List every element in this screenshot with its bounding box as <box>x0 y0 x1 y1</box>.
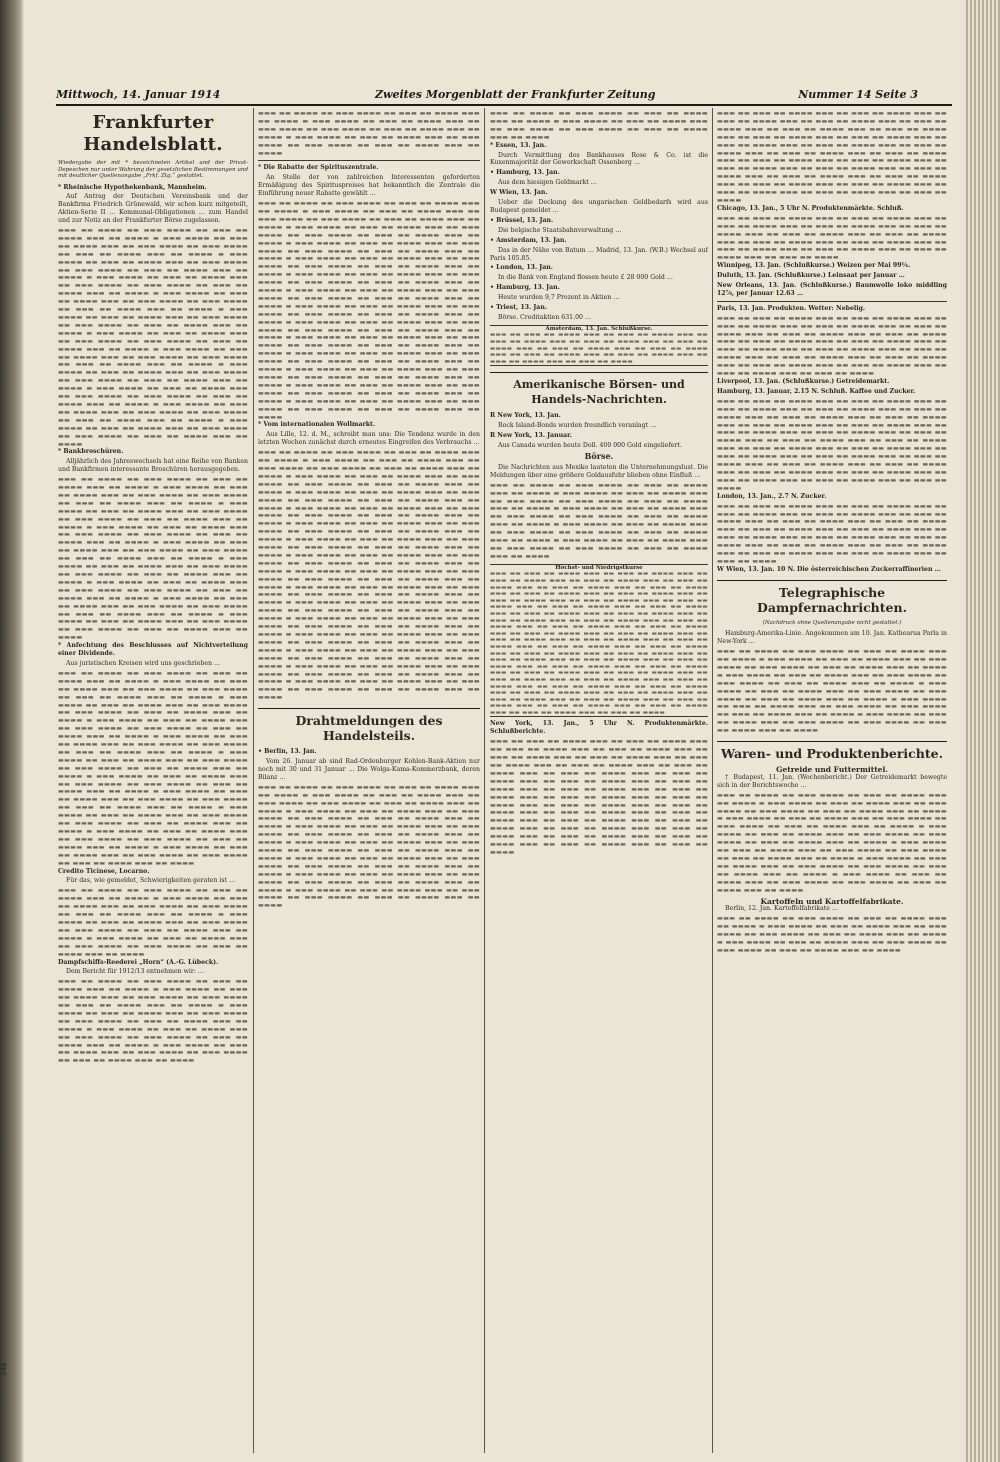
amsterdam-table <box>490 325 708 367</box>
wire-body: Aus dem hiesigen Geldmarkt … <box>498 179 597 187</box>
wire-body: Börse. Creditaktien 631.00 … <box>498 313 592 321</box>
table-title: Amsterdam, 13. Jan. Schlußkurse. <box>545 325 653 332</box>
wire-title: • Hamburg, 13. Jan. <box>490 169 560 177</box>
column-1 <box>58 110 248 1450</box>
article-body: Für das, wie gemeldet, Schwierigkeiten geraten ist … <box>66 877 236 885</box>
wire-body: In die Bank von England flossen heute £ 28 000 Gold … <box>498 274 673 282</box>
header-edition: Zweites Morgenblatt der Frankfurter Zeitung <box>375 88 656 101</box>
article-continuation: ▬▬▬ ▬▬ ▬▬▬▬ ▬▬ ▬▬▬ ▬▬▬▬ ▬▬ ▬▬▬ ▬▬ ▬▬▬▬ ▬▬▬ ▬▬ ▬▬▬▬ ▬ ▬▬▬ ▬▬▬▬ ▬▬ ▬▬▬ ▬▬ ▬▬▬▬ ▬▬▬ ▬▬ ▬▬▬ ▬▬▬▬ ▬▬ ▬▬▬ ▬▬▬▬ ▬▬ ▬▬▬ ▬▬ ▬▬▬▬ ▬▬▬ ▬▬ ▬▬▬▬ ▬ ▬▬▬ ▬▬▬▬ ▬▬ ▬▬▬ ▬▬ ▬▬▬▬ ▬▬▬ ▬▬ ▬▬▬ ▬▬▬▬ ▬▬ ▬▬▬ ▬▬▬▬ ▬▬ ▬▬▬ ▬▬ ▬▬▬▬ ▬▬▬ ▬▬ ▬▬▬▬ ▬ ▬▬▬ ▬▬▬▬ ▬▬ ▬▬▬ ▬▬ ▬▬▬▬ ▬▬▬ ▬▬ ▬▬▬ ▬▬▬▬ ▬▬ ▬▬▬ ▬▬▬▬ ▬▬ ▬▬▬ ▬▬ ▬▬▬▬ ▬▬▬ ▬▬ ▬▬▬▬ ▬ ▬▬▬ ▬▬▬▬ ▬▬ ▬▬▬ ▬▬ ▬▬▬▬ ▬▬▬ ▬▬ ▬▬▬ ▬▬▬▬ ▬▬ ▬▬▬ ▬▬▬▬ ▬▬ ▬▬▬ ▬▬ ▬▬▬▬ ▬▬▬ ▬▬ ▬▬▬▬ ▬ ▬▬▬ ▬▬▬▬ ▬▬ ▬▬▬ ▬▬ ▬▬▬▬ ▬▬▬ ▬▬ ▬▬▬ ▬▬▬▬ ▬▬ ▬▬▬ ▬▬▬▬ ▬▬ ▬▬▬ ▬▬ ▬▬▬▬ ▬▬▬ ▬▬ ▬▬▬▬ ▬ ▬▬▬ ▬▬▬▬ ▬▬ ▬▬▬ ▬▬ ▬▬▬▬ ▬▬▬ ▬▬ ▬▬▬ ▬▬▬▬ ▬▬ ▬▬▬ ▬▬▬▬ ▬▬ ▬▬▬ ▬▬ ▬▬▬▬ ▬▬▬ ▬▬ ▬▬▬▬ <box>717 791 947 894</box>
table-title: Höchst- und Niedrigstkurse <box>555 564 643 571</box>
article-continuation: ▬▬▬ ▬▬ ▬▬▬▬ ▬▬ ▬▬▬ ▬▬▬▬ ▬▬ ▬▬▬ ▬▬ ▬▬▬▬ ▬▬▬ ▬▬ ▬▬▬▬ ▬ ▬▬▬ ▬▬▬▬ ▬▬ ▬▬▬ ▬▬ ▬▬▬▬ ▬▬▬ ▬▬ ▬▬▬ ▬▬▬▬ ▬▬ ▬▬▬ ▬▬▬▬ ▬▬ ▬▬▬ ▬▬ ▬▬▬▬ ▬▬▬ ▬▬ ▬▬▬▬ ▬ ▬▬▬ ▬▬▬▬ ▬▬ ▬▬▬ ▬▬ ▬▬▬▬ ▬▬▬ ▬▬ ▬▬▬ ▬▬▬▬ ▬▬ ▬▬▬ ▬▬▬▬ ▬▬ ▬▬▬ ▬▬ ▬▬▬▬ ▬▬▬ ▬▬ ▬▬▬▬ ▬ ▬▬▬ ▬▬▬▬ ▬▬ ▬▬▬ ▬▬ ▬▬▬▬ ▬▬▬ ▬▬ ▬▬▬ ▬▬▬▬ ▬▬ ▬▬▬ ▬▬▬▬ ▬▬ ▬▬▬ ▬▬ ▬▬▬▬ ▬▬▬ ▬▬ ▬▬▬▬ ▬ ▬▬▬ ▬▬▬▬ ▬▬ ▬▬▬ ▬▬ ▬▬▬▬ ▬▬▬ ▬▬ ▬▬▬ ▬▬▬▬ ▬▬ ▬▬▬ ▬▬▬▬ ▬▬ ▬▬▬ ▬▬ ▬▬▬▬ ▬▬▬ ▬▬ ▬▬▬▬ <box>490 481 708 560</box>
market-title: Winnipeg, 13. Jan. (Schlußkurse.) Weizen per Mai 99¼. <box>717 262 911 270</box>
table-body: ▬▬▬ ▬▬ ▬▬▬ ▬▬ ▬▬▬▬ ▬▬▬ ▬▬ ▬▬▬ ▬▬ ▬▬▬▬ ▬▬▬ ▬▬ ▬▬▬ ▬▬ ▬▬▬▬ ▬▬▬ ▬▬ ▬▬▬ ▬▬ ▬▬▬▬ ▬▬▬ ▬▬ ▬▬▬ ▬▬ ▬▬▬▬ ▬▬▬ ▬▬ ▬▬▬ ▬▬ ▬▬▬▬ ▬▬▬ ▬▬ ▬▬▬ ▬▬ ▬▬▬▬ ▬▬▬ ▬▬ ▬▬▬ ▬▬ ▬▬▬▬ ▬▬▬ ▬▬ ▬▬▬ ▬▬ ▬▬▬▬ ▬▬▬ ▬▬ ▬▬▬ ▬▬ ▬▬▬▬ ▬▬▬ ▬▬ ▬▬▬ ▬▬ ▬▬▬▬ ▬▬▬ ▬▬ ▬▬▬ ▬▬ ▬▬▬▬ ▬▬▬ ▬▬ ▬▬▬ ▬▬ ▬▬▬▬ <box>717 214 947 262</box>
article-continuation: ▬▬▬ ▬▬ ▬▬▬▬ ▬▬ ▬▬▬ ▬▬▬▬ ▬▬ ▬▬▬ ▬▬ ▬▬▬▬ ▬▬▬ ▬▬ ▬▬▬▬ ▬ ▬▬▬ ▬▬▬▬ ▬▬ ▬▬▬ ▬▬ ▬▬▬▬ ▬▬▬ ▬▬ ▬▬▬ ▬▬▬▬ ▬▬ ▬▬▬ ▬▬▬▬ ▬▬ ▬▬▬ ▬▬ ▬▬▬▬ ▬▬▬ ▬▬ ▬▬▬▬ ▬ ▬▬▬ ▬▬▬▬ ▬▬ ▬▬▬ ▬▬ ▬▬▬▬ ▬▬▬ ▬▬ ▬▬▬ ▬▬▬▬ ▬▬ ▬▬▬ ▬▬▬▬ ▬▬ ▬▬▬ ▬▬ ▬▬▬▬ ▬▬▬ ▬▬ ▬▬▬▬ <box>258 110 480 157</box>
column-3 <box>490 110 708 1450</box>
dampfer-body: Hamburg-Amerika-Linie. Angekommen am 10. Jan. Kathearua Parla in New-York … <box>717 630 947 646</box>
wire-title: • Amsterdam, 13. Jan. <box>490 236 567 244</box>
header-page-number: Nummer 14 Seite 3 <box>798 88 918 101</box>
table-body: ▬▬▬ ▬▬ ▬▬▬ ▬▬ ▬▬▬▬ ▬▬▬ ▬▬ ▬▬▬ ▬▬ ▬▬▬▬ ▬▬▬ ▬▬ ▬▬▬ ▬▬ ▬▬▬▬ ▬▬▬ ▬▬ ▬▬▬ ▬▬ ▬▬▬▬ ▬▬▬ ▬▬ ▬▬▬ ▬▬ ▬▬▬▬ ▬▬▬ ▬▬ ▬▬▬ ▬▬ ▬▬▬▬ ▬▬▬ ▬▬ ▬▬▬ ▬▬ ▬▬▬▬ ▬▬▬ ▬▬ ▬▬▬ ▬▬ ▬▬▬▬ ▬▬▬ ▬▬ ▬▬▬ ▬▬ ▬▬▬▬ ▬▬▬ ▬▬ ▬▬▬ ▬▬ ▬▬▬▬ ▬▬▬ ▬▬ ▬▬▬ ▬▬ ▬▬▬▬ ▬▬▬ ▬▬ ▬▬▬ ▬▬ ▬▬▬▬ ▬▬▬ ▬▬ ▬▬▬ ▬▬ ▬▬▬▬ ▬▬▬ ▬▬ ▬▬▬ ▬▬ ▬▬▬▬ ▬▬▬ ▬▬ ▬▬▬ ▬▬ ▬▬▬▬ ▬▬▬ ▬▬ ▬▬▬ ▬▬ ▬▬▬▬ ▬▬▬ ▬▬ ▬▬▬ ▬▬ ▬▬▬▬ ▬▬▬ ▬▬ ▬▬▬ ▬▬ ▬▬▬▬ ▬▬▬ ▬▬ ▬▬▬ ▬▬ ▬▬▬▬ ▬▬▬ ▬▬ ▬▬▬ ▬▬ ▬▬▬▬ ▬▬▬ ▬▬ ▬▬▬ ▬▬ ▬▬▬▬ ▬▬▬ ▬▬ ▬▬▬ ▬▬ ▬▬▬▬ ▬▬▬ ▬▬ ▬▬▬ ▬▬ ▬▬▬▬ ▬▬▬ ▬▬ ▬▬▬ ▬▬ ▬▬▬▬ ▬▬▬ ▬▬ ▬▬▬ ▬▬ ▬▬▬▬ ▬▬▬ ▬▬ ▬▬▬ ▬▬ ▬▬▬▬ <box>717 397 947 492</box>
article-title: Dampfschiffs-Reederei „Horn“ (A.-G. Lübeck). <box>58 958 219 966</box>
wire-body: Die belgische Staatsbahnverwaltung … <box>498 226 622 234</box>
column-rule <box>712 108 713 1453</box>
article-continuation: ▬▬▬ ▬▬ ▬▬▬▬ ▬▬ ▬▬▬ ▬▬▬▬ ▬▬ ▬▬▬ ▬▬ ▬▬▬▬ ▬▬▬ ▬▬ ▬▬▬▬ ▬ ▬▬▬ ▬▬▬▬ ▬▬ ▬▬▬ ▬▬ ▬▬▬▬ ▬▬▬ ▬▬ ▬▬▬ ▬▬▬▬ ▬▬ ▬▬▬ ▬▬▬▬ ▬▬ ▬▬▬ ▬▬ ▬▬▬▬ ▬▬▬ ▬▬ ▬▬▬▬ ▬ ▬▬▬ ▬▬▬▬ ▬▬ ▬▬▬ ▬▬ ▬▬▬▬ ▬▬▬ ▬▬ ▬▬▬ ▬▬▬▬ ▬▬ ▬▬▬ ▬▬▬▬ ▬▬ ▬▬▬ ▬▬ ▬▬▬▬ ▬▬▬ ▬▬ ▬▬▬▬ ▬ ▬▬▬ ▬▬▬▬ ▬▬ ▬▬▬ ▬▬ ▬▬▬▬ ▬▬▬ ▬▬ ▬▬▬ ▬▬▬▬ ▬▬ ▬▬▬ ▬▬▬▬ ▬▬ ▬▬▬ ▬▬ ▬▬▬▬ ▬▬▬ ▬▬ ▬▬▬▬ ▬ ▬▬▬ ▬▬▬▬ ▬▬ ▬▬▬ ▬▬ ▬▬▬▬ ▬▬▬ ▬▬ ▬▬▬ ▬▬▬▬ ▬▬ ▬▬▬ ▬▬▬▬ ▬▬ ▬▬▬ ▬▬ ▬▬▬▬ ▬▬▬ ▬▬ ▬▬▬▬ ▬ ▬▬▬ ▬▬▬▬ ▬▬ ▬▬▬ ▬▬ ▬▬▬▬ ▬▬▬ ▬▬ ▬▬▬ ▬▬▬▬ ▬▬ ▬▬▬ ▬▬▬▬ ▬▬ ▬▬▬ ▬▬ ▬▬▬▬ ▬▬▬ ▬▬ ▬▬▬▬ ▬ ▬▬▬ ▬▬▬▬ ▬▬ ▬▬▬ ▬▬ ▬▬▬▬ ▬▬▬ ▬▬ ▬▬▬ ▬▬▬▬ ▬▬ ▬▬▬ ▬▬▬▬ ▬▬ ▬▬▬ ▬▬ ▬▬▬▬ ▬▬▬ ▬▬ ▬▬▬▬ ▬ ▬▬▬ ▬▬▬▬ ▬▬ ▬▬▬ ▬▬ ▬▬▬▬ ▬▬▬ ▬▬ ▬▬▬ ▬▬▬▬ ▬▬ ▬▬▬ ▬▬▬▬ ▬▬ ▬▬▬ ▬▬ ▬▬▬▬ ▬▬▬ ▬▬ ▬▬▬▬ ▬ ▬▬▬ ▬▬▬▬ ▬▬ ▬▬▬ ▬▬ ▬▬▬▬ ▬▬▬ ▬▬ ▬▬▬ ▬▬▬▬ ▬▬ ▬▬▬ ▬▬▬▬ ▬▬ ▬▬▬ ▬▬ ▬▬▬▬ ▬▬▬ ▬▬ ▬▬▬▬ ▬ ▬▬▬ ▬▬▬▬ ▬▬ ▬▬▬ ▬▬ ▬▬▬▬ ▬▬▬ ▬▬ ▬▬▬ ▬▬▬▬ ▬▬ ▬▬▬ ▬▬▬▬ ▬▬ ▬▬▬ ▬▬ ▬▬▬▬ ▬▬▬ ▬▬ ▬▬▬▬ ▬ ▬▬▬ ▬▬▬▬ ▬▬ ▬▬▬ ▬▬ ▬▬▬▬ ▬▬▬ ▬▬ ▬▬▬ ▬▬▬▬ ▬▬ ▬▬▬ ▬▬▬▬ ▬▬ ▬▬▬ ▬▬ ▬▬▬▬ ▬▬▬ ▬▬ ▬▬▬▬ ▬ ▬▬▬ ▬▬▬▬ ▬▬ ▬▬▬ ▬▬ ▬▬▬▬ ▬▬▬ ▬▬ ▬▬▬ ▬▬▬▬ ▬▬ ▬▬▬ ▬▬▬▬ ▬▬ ▬▬▬ ▬▬ ▬▬▬▬ ▬▬▬ ▬▬ ▬▬▬▬ ▬ ▬▬▬ ▬▬▬▬ ▬▬ ▬▬▬ ▬▬ ▬▬▬▬ ▬▬▬ ▬▬ ▬▬▬ ▬▬▬▬ ▬▬ ▬▬▬ ▬▬▬▬ ▬▬ ▬▬▬ ▬▬ ▬▬▬▬ ▬▬▬ ▬▬ ▬▬▬▬ ▬ ▬▬▬ ▬▬▬▬ ▬▬ ▬▬▬ ▬▬ ▬▬▬▬ ▬▬▬ ▬▬ ▬▬▬ ▬▬▬▬ ▬▬ ▬▬▬ ▬▬▬▬ ▬▬ ▬▬▬ ▬▬ ▬▬▬▬ ▬▬▬ ▬▬ ▬▬▬▬ <box>258 200 480 421</box>
wire-title: • Brüssel, 13. Jan. <box>490 216 554 224</box>
produkten-heading: New York, 13. Jan., 5 Uhr N. Produktenmärkte. Schlußberichte. <box>490 720 708 736</box>
getreide-body: † Budapest, 11. Jan. (Wochenbericht.) Der Getreidemarkt bewegte sich in der Berichtswoche … <box>717 773 947 789</box>
previous-page-edge <box>0 76 20 1376</box>
wire-body: Vom 26. Januar ab sind Rad-Ordenburger Kohlen-Bank-Aktien nur noch mit 30 und 31 Januar … Die Wolga-Kama-Kommerzbank, deren Bilanz … <box>258 758 480 781</box>
market-title: Paris, 13. Jan. Produkten. Wetter: Nebelig. <box>717 304 866 312</box>
column-4 <box>717 110 947 1450</box>
separator <box>717 301 947 302</box>
wire-title: • Triest, 13. Jan. <box>490 304 547 312</box>
masthead-subhead: Wiedergabe der mit * bezeichneten Artikel und der Privat-Depeschen nur unter Wahrung der gesetzlichen Bestimmungen und mit deutlicher Quellenangabe „Frkf. Ztg.“ gestattet. <box>58 160 248 179</box>
article-title: * Anfechtung des Beschlusses auf Nichtverteilung einer Dividende. <box>58 642 248 658</box>
market-title: Duluth, 13. Jan. (Schlußkurse.) Leinsaat per Januar … <box>717 272 905 280</box>
wire-title: * Essen, 13. Jan. <box>490 141 547 149</box>
article-continuation: ▬▬▬ ▬▬ ▬▬▬▬ ▬▬ ▬▬▬ ▬▬▬▬ ▬▬ ▬▬▬ ▬▬ ▬▬▬▬ ▬▬▬ ▬▬ ▬▬▬▬ ▬ ▬▬▬ ▬▬▬▬ ▬▬ ▬▬▬ ▬▬ ▬▬▬▬ ▬▬▬ ▬▬ ▬▬▬ ▬▬▬▬ ▬▬ ▬▬▬ ▬▬▬▬ ▬▬ ▬▬▬ ▬▬ ▬▬▬▬ ▬▬▬ ▬▬ ▬▬▬▬ ▬ ▬▬▬ ▬▬▬▬ ▬▬ ▬▬▬ ▬▬ ▬▬▬▬ ▬▬▬ ▬▬ ▬▬▬ ▬▬▬▬ ▬▬ ▬▬▬ ▬▬▬▬ ▬▬ ▬▬▬ ▬▬ ▬▬▬▬ ▬▬▬ ▬▬ ▬▬▬▬ ▬ ▬▬▬ ▬▬▬▬ ▬▬ ▬▬▬ ▬▬ ▬▬▬▬ ▬▬▬ ▬▬ ▬▬▬ ▬▬▬▬ ▬▬ ▬▬▬ ▬▬▬▬ ▬▬ ▬▬▬ ▬▬ ▬▬▬▬ ▬▬▬ ▬▬ ▬▬▬▬ ▬ ▬▬▬ ▬▬▬▬ ▬▬ ▬▬▬ ▬▬ ▬▬▬▬ ▬▬▬ ▬▬ ▬▬▬ ▬▬▬▬ ▬▬ ▬▬▬ ▬▬▬▬ ▬▬ ▬▬▬ ▬▬ ▬▬▬▬ ▬▬▬ ▬▬ ▬▬▬▬ ▬ ▬▬▬ ▬▬▬▬ ▬▬ ▬▬▬ ▬▬ ▬▬▬▬ ▬▬▬ ▬▬ ▬▬▬ ▬▬▬▬ ▬▬ ▬▬▬ ▬▬▬▬ ▬▬ ▬▬▬ ▬▬ ▬▬▬▬ ▬▬▬ ▬▬ ▬▬▬▬ <box>717 648 947 735</box>
market-title: New Orleans, 13. Jan. (Schlußkurse.) Baumwolle loko middling 12⅞, per Januar 12.63 … <box>717 282 947 297</box>
article-continuation: ▬▬▬ ▬▬ ▬▬▬▬ ▬▬ ▬▬▬ ▬▬▬▬ ▬▬ ▬▬▬ ▬▬ ▬▬▬▬ ▬▬▬ ▬▬ ▬▬▬▬ ▬ ▬▬▬ ▬▬▬▬ ▬▬ ▬▬▬ ▬▬ ▬▬▬▬ ▬▬▬ ▬▬ ▬▬▬ ▬▬▬▬ ▬▬ ▬▬▬ ▬▬▬▬ ▬▬ ▬▬▬ ▬▬ ▬▬▬▬ ▬▬▬ ▬▬ ▬▬▬▬ ▬ ▬▬▬ ▬▬▬▬ ▬▬ ▬▬▬ ▬▬ ▬▬▬▬ ▬▬▬ ▬▬ ▬▬▬ ▬▬▬▬ ▬▬ ▬▬▬ ▬▬▬▬ ▬▬ ▬▬▬ ▬▬ ▬▬▬▬ ▬▬▬ ▬▬ ▬▬▬▬ ▬ ▬▬▬ ▬▬▬▬ ▬▬ ▬▬▬ ▬▬ ▬▬▬▬ ▬▬▬ ▬▬ ▬▬▬ ▬▬▬▬ ▬▬ ▬▬▬ ▬▬▬▬ ▬▬ ▬▬▬ ▬▬ ▬▬▬▬ ▬▬▬ ▬▬ ▬▬▬▬ ▬ ▬▬▬ ▬▬▬▬ ▬▬ ▬▬▬ ▬▬ ▬▬▬▬ ▬▬▬ ▬▬ ▬▬▬ ▬▬▬▬ ▬▬ ▬▬▬ ▬▬▬▬ ▬▬ ▬▬▬ ▬▬ ▬▬▬▬ ▬▬▬ ▬▬ ▬▬▬▬ ▬ ▬▬▬ ▬▬▬▬ ▬▬ ▬▬▬ ▬▬ ▬▬▬▬ ▬▬▬ ▬▬ ▬▬▬ ▬▬▬▬ ▬▬ ▬▬▬ ▬▬▬▬ ▬▬ ▬▬▬ ▬▬ ▬▬▬▬ ▬▬▬ ▬▬ ▬▬▬▬ ▬ ▬▬▬ ▬▬▬▬ ▬▬ ▬▬▬ ▬▬ ▬▬▬▬ ▬▬▬ ▬▬ ▬▬▬ ▬▬▬▬ ▬▬ ▬▬▬ ▬▬▬▬ ▬▬ ▬▬▬ ▬▬ ▬▬▬▬ ▬▬▬ ▬▬ ▬▬▬▬ ▬ ▬▬▬ ▬▬▬▬ ▬▬ ▬▬▬ ▬▬ ▬▬▬▬ ▬▬▬ ▬▬ ▬▬▬ ▬▬▬▬ ▬▬ ▬▬▬ ▬▬▬▬ ▬▬ ▬▬▬ ▬▬ ▬▬▬▬ ▬▬▬ ▬▬ ▬▬▬▬ <box>258 783 480 910</box>
header-rule <box>56 104 952 106</box>
article-body: Auf Antrag der Deutschen Vereinsbank und der Bankfirma Friedrich Grünewald, wir schon kurz mitgeteilt, Aktien-Serie II … Kommunal-Obligationen … zum Handel und zur Notiz an der Frankfurter Börse zugelassen. <box>58 193 248 225</box>
table-body: ▬▬▬ ▬▬ ▬▬▬ ▬▬ ▬▬▬▬ ▬▬▬ ▬▬ ▬▬▬ ▬▬ ▬▬▬▬ ▬▬▬ ▬▬ ▬▬▬ ▬▬ ▬▬▬▬ ▬▬▬ ▬▬ ▬▬▬ ▬▬ ▬▬▬▬ ▬▬▬ ▬▬ ▬▬▬ ▬▬ ▬▬▬▬ ▬▬▬ ▬▬ ▬▬▬ ▬▬ ▬▬▬▬ ▬▬▬ ▬▬ ▬▬▬ ▬▬ ▬▬▬▬ ▬▬▬ ▬▬ ▬▬▬ ▬▬ ▬▬▬▬ ▬▬▬ ▬▬ ▬▬▬ ▬▬ ▬▬▬▬ ▬▬▬ ▬▬ ▬▬▬ ▬▬ ▬▬▬▬ ▬▬▬ ▬▬ ▬▬▬ ▬▬ ▬▬▬▬ ▬▬▬ ▬▬ ▬▬▬ ▬▬ ▬▬▬▬ ▬▬▬ ▬▬ ▬▬▬ ▬▬ ▬▬▬▬ ▬▬▬ ▬▬ ▬▬▬ ▬▬ ▬▬▬▬ ▬▬▬ ▬▬ ▬▬▬ ▬▬ ▬▬▬▬ ▬▬▬ ▬▬ ▬▬▬ ▬▬ ▬▬▬▬ ▬▬▬ ▬▬ ▬▬▬ ▬▬ ▬▬▬▬ ▬▬▬ ▬▬ ▬▬▬ ▬▬ ▬▬▬▬ ▬▬▬ ▬▬ ▬▬▬ ▬▬ ▬▬▬▬ ▬▬▬ ▬▬ ▬▬▬ ▬▬ ▬▬▬▬ ▬▬▬ ▬▬ ▬▬▬ ▬▬ ▬▬▬▬ ▬▬▬ ▬▬ ▬▬▬ ▬▬ ▬▬▬▬ ▬▬▬ ▬▬ ▬▬▬ ▬▬ ▬▬▬▬ ▬▬▬ ▬▬ ▬▬▬ ▬▬ ▬▬▬▬ ▬▬▬ ▬▬ ▬▬▬ ▬▬ ▬▬▬▬ ▬▬▬ ▬▬ ▬▬▬ ▬▬ ▬▬▬▬ <box>717 110 947 204</box>
article-continuation: ▬▬▬ ▬▬ ▬▬▬▬ ▬▬ ▬▬▬ ▬▬▬▬ ▬▬ ▬▬▬ ▬▬ ▬▬▬▬ ▬▬▬ ▬▬ ▬▬▬▬ ▬ ▬▬▬ ▬▬▬▬ ▬▬ ▬▬▬ ▬▬ ▬▬▬▬ ▬▬▬ ▬▬ ▬▬▬ ▬▬▬▬ ▬▬ ▬▬▬ ▬▬▬▬ ▬▬ ▬▬▬ ▬▬ ▬▬▬▬ ▬▬▬ ▬▬ ▬▬▬▬ <box>490 110 708 141</box>
amerikanische-heading: Amerikanische Börsen- und Handels-Nachrichten. <box>490 372 708 407</box>
article-title: * Rheinische Hypothekenbank, Mannheim. <box>58 183 207 191</box>
kartoffeln-body: Berlin, 12. Jan. Kartoffelfabrikate … <box>725 905 839 913</box>
waren-heading: Waren- und Produktenberichte. <box>717 741 947 761</box>
article-continuation: ▬▬▬ ▬▬ ▬▬▬▬ ▬▬ ▬▬▬ ▬▬▬▬ ▬▬ ▬▬▬ ▬▬ ▬▬▬▬ ▬▬▬ ▬▬ ▬▬▬▬ ▬ ▬▬▬ ▬▬▬▬ ▬▬ ▬▬▬ ▬▬ ▬▬▬▬ ▬▬▬ ▬▬ ▬▬▬ ▬▬▬▬ ▬▬ ▬▬▬ ▬▬▬▬ ▬▬ ▬▬▬ ▬▬ ▬▬▬▬ ▬▬▬ ▬▬ ▬▬▬▬ ▬ ▬▬▬ ▬▬▬▬ ▬▬ ▬▬▬ ▬▬ ▬▬▬▬ ▬▬▬ ▬▬ ▬▬▬ ▬▬▬▬ ▬▬ ▬▬▬ ▬▬▬▬ ▬▬ ▬▬▬ ▬▬ ▬▬▬▬ ▬▬▬ ▬▬ ▬▬▬▬ ▬ ▬▬▬ ▬▬▬▬ ▬▬ ▬▬▬ ▬▬ ▬▬▬▬ ▬▬▬ ▬▬ ▬▬▬ ▬▬▬▬ ▬▬ ▬▬▬ ▬▬▬▬ ▬▬ ▬▬▬ ▬▬ ▬▬▬▬ ▬▬▬ ▬▬ ▬▬▬▬ <box>58 887 248 958</box>
header-date: Mittwoch, 14. Januar 1914 <box>56 88 221 101</box>
article-continuation: ▬▬▬ ▬▬ ▬▬▬▬ ▬▬ ▬▬▬ ▬▬▬▬ ▬▬ ▬▬▬ ▬▬ ▬▬▬▬ ▬▬▬ ▬▬ ▬▬▬▬ ▬ ▬▬▬ ▬▬▬▬ ▬▬ ▬▬▬ ▬▬ ▬▬▬▬ ▬▬▬ ▬▬ ▬▬▬ ▬▬▬▬ ▬▬ ▬▬▬ ▬▬▬▬ ▬▬ ▬▬▬ ▬▬ ▬▬▬▬ ▬▬▬ ▬▬ ▬▬▬▬ ▬ ▬▬▬ ▬▬▬▬ ▬▬ ▬▬▬ ▬▬ ▬▬▬▬ ▬▬▬ ▬▬ ▬▬▬ ▬▬▬▬ ▬▬ ▬▬▬ ▬▬▬▬ ▬▬ ▬▬▬ ▬▬ ▬▬▬▬ ▬▬▬ ▬▬ ▬▬▬▬ ▬ ▬▬▬ ▬▬▬▬ ▬▬ ▬▬▬ ▬▬ ▬▬▬▬ ▬▬▬ ▬▬ ▬▬▬ ▬▬▬▬ ▬▬ ▬▬▬ ▬▬▬▬ ▬▬ ▬▬▬ ▬▬ ▬▬▬▬ ▬▬▬ ▬▬ ▬▬▬▬ ▬ ▬▬▬ ▬▬▬▬ ▬▬ ▬▬▬ ▬▬ ▬▬▬▬ ▬▬▬ ▬▬ ▬▬▬ ▬▬▬▬ ▬▬ ▬▬▬ ▬▬▬▬ ▬▬ ▬▬▬ ▬▬ ▬▬▬▬ ▬▬▬ ▬▬ ▬▬▬▬ ▬ ▬▬▬ ▬▬▬▬ ▬▬ ▬▬▬ ▬▬ ▬▬▬▬ ▬▬▬ ▬▬ ▬▬▬ ▬▬▬▬ ▬▬ ▬▬▬ ▬▬▬▬ ▬▬ ▬▬▬ ▬▬ ▬▬▬▬ ▬▬▬ ▬▬ ▬▬▬▬ ▬ ▬▬▬ ▬▬▬▬ ▬▬ ▬▬▬ ▬▬ ▬▬▬▬ ▬▬▬ ▬▬ ▬▬▬ ▬▬▬▬ ▬▬ ▬▬▬ ▬▬▬▬ ▬▬ ▬▬▬ ▬▬ ▬▬▬▬ ▬▬▬ ▬▬ ▬▬▬▬ ▬ ▬▬▬ ▬▬▬▬ ▬▬ ▬▬▬ ▬▬ ▬▬▬▬ ▬▬▬ ▬▬ ▬▬▬ ▬▬▬▬ ▬▬ ▬▬▬ ▬▬▬▬ ▬▬ ▬▬▬ ▬▬ ▬▬▬▬ ▬▬▬ ▬▬ ▬▬▬▬ ▬ ▬▬▬ ▬▬▬▬ ▬▬ ▬▬▬ ▬▬ ▬▬▬▬ ▬▬▬ ▬▬ ▬▬▬ ▬▬▬▬ ▬▬ ▬▬▬ ▬▬▬▬ ▬▬ ▬▬▬ ▬▬ ▬▬▬▬ ▬▬▬ ▬▬ ▬▬▬▬ ▬ ▬▬▬ ▬▬▬▬ ▬▬ ▬▬▬ ▬▬ ▬▬▬▬ ▬▬▬ ▬▬ ▬▬▬ ▬▬▬▬ ▬▬ ▬▬▬ ▬▬▬▬ ▬▬ ▬▬▬ ▬▬ ▬▬▬▬ ▬▬▬ ▬▬ ▬▬▬▬ ▬ ▬▬▬ ▬▬▬▬ ▬▬ ▬▬▬ ▬▬ ▬▬▬▬ ▬▬▬ ▬▬ ▬▬▬ ▬▬▬▬ ▬▬ ▬▬▬ ▬▬▬▬ ▬▬ ▬▬▬ ▬▬ ▬▬▬▬ ▬▬▬ ▬▬ ▬▬▬▬ ▬ ▬▬▬ ▬▬▬▬ ▬▬ ▬▬▬ ▬▬ ▬▬▬▬ ▬▬▬ ▬▬ ▬▬▬ ▬▬▬▬ ▬▬ ▬▬▬ ▬▬▬▬ ▬▬ ▬▬▬ ▬▬ ▬▬▬▬ ▬▬▬ ▬▬ ▬▬▬▬ <box>58 227 248 448</box>
article-continuation: ▬▬▬ ▬▬ ▬▬▬▬ ▬▬ ▬▬▬ ▬▬▬▬ ▬▬ ▬▬▬ ▬▬ ▬▬▬▬ ▬▬▬ ▬▬ ▬▬▬▬ ▬ ▬▬▬ ▬▬▬▬ ▬▬ ▬▬▬ ▬▬ ▬▬▬▬ ▬▬▬ ▬▬ ▬▬▬ ▬▬▬▬ ▬▬ ▬▬▬ ▬▬▬▬ ▬▬ ▬▬▬ ▬▬ ▬▬▬▬ ▬▬▬ ▬▬ ▬▬▬▬ ▬ ▬▬▬ ▬▬▬▬ ▬▬ ▬▬▬ ▬▬ ▬▬▬▬ ▬▬▬ ▬▬ ▬▬▬ ▬▬▬▬ ▬▬ ▬▬▬ ▬▬▬▬ ▬▬ ▬▬▬ ▬▬ ▬▬▬▬ ▬▬▬ ▬▬ ▬▬▬▬ <box>717 915 947 954</box>
boerse-body: Die Nachrichten aus Mexiko lauteten die Unternehmungslust. Die Meldungen über eine größere Goldausfuhr blieben ohne Einfluß … <box>490 463 708 479</box>
market-title: W Wien, 13. Jan. 10 N. Die österreichischen Zuckerraffinerien … <box>717 565 941 573</box>
article-title: Credito Ticinese, Locarno. <box>58 867 150 875</box>
article-continuation: ▬▬▬ ▬▬ ▬▬▬▬ ▬▬ ▬▬▬ ▬▬▬▬ ▬▬ ▬▬▬ ▬▬ ▬▬▬▬ ▬▬▬ ▬▬ ▬▬▬▬ ▬ ▬▬▬ ▬▬▬▬ ▬▬ ▬▬▬ ▬▬ ▬▬▬▬ ▬▬▬ ▬▬ ▬▬▬ ▬▬▬▬ ▬▬ ▬▬▬ ▬▬▬▬ ▬▬ ▬▬▬ ▬▬ ▬▬▬▬ ▬▬▬ ▬▬ ▬▬▬▬ ▬ ▬▬▬ ▬▬▬▬ ▬▬ ▬▬▬ ▬▬ ▬▬▬▬ ▬▬▬ ▬▬ ▬▬▬ ▬▬▬▬ ▬▬ ▬▬▬ ▬▬▬▬ ▬▬ ▬▬▬ ▬▬ ▬▬▬▬ ▬▬▬ ▬▬ ▬▬▬▬ ▬ ▬▬▬ ▬▬▬▬ ▬▬ ▬▬▬ ▬▬ ▬▬▬▬ ▬▬▬ ▬▬ ▬▬▬ ▬▬▬▬ ▬▬ ▬▬▬ ▬▬▬▬ ▬▬ ▬▬▬ ▬▬ ▬▬▬▬ ▬▬▬ ▬▬ ▬▬▬▬ ▬ ▬▬▬ ▬▬▬▬ ▬▬ ▬▬▬ ▬▬ ▬▬▬▬ ▬▬▬ ▬▬ ▬▬▬ ▬▬▬▬ ▬▬ ▬▬▬ ▬▬▬▬ ▬▬ ▬▬▬ ▬▬ ▬▬▬▬ ▬▬▬ ▬▬ ▬▬▬▬ ▬ ▬▬▬ ▬▬▬▬ ▬▬ ▬▬▬ ▬▬ ▬▬▬▬ ▬▬▬ ▬▬ ▬▬▬ ▬▬▬▬ ▬▬ ▬▬▬ ▬▬▬▬ ▬▬ ▬▬▬ ▬▬ ▬▬▬▬ ▬▬▬ ▬▬ ▬▬▬▬ ▬ ▬▬▬ ▬▬▬▬ ▬▬ ▬▬▬ ▬▬ ▬▬▬▬ ▬▬▬ ▬▬ ▬▬▬ ▬▬▬▬ ▬▬ ▬▬▬ ▬▬▬▬ ▬▬ ▬▬▬ ▬▬ ▬▬▬▬ ▬▬▬ ▬▬ ▬▬▬▬ ▬ ▬▬▬ ▬▬▬▬ ▬▬ ▬▬▬ ▬▬ ▬▬▬▬ ▬▬▬ ▬▬ ▬▬▬ ▬▬▬▬ ▬▬ ▬▬▬ ▬▬▬▬ ▬▬ ▬▬▬ ▬▬ ▬▬▬▬ ▬▬▬ ▬▬ ▬▬▬▬ ▬ ▬▬▬ ▬▬▬▬ ▬▬ ▬▬▬ ▬▬ ▬▬▬▬ ▬▬▬ ▬▬ ▬▬▬ ▬▬▬▬ ▬▬ ▬▬▬ ▬▬▬▬ ▬▬ ▬▬▬ ▬▬ ▬▬▬▬ ▬▬▬ ▬▬ ▬▬▬▬ ▬ ▬▬▬ ▬▬▬▬ ▬▬ ▬▬▬ ▬▬ ▬▬▬▬ ▬▬▬ ▬▬ ▬▬▬ ▬▬▬▬ ▬▬ ▬▬▬ ▬▬▬▬ ▬▬ ▬▬▬ ▬▬ ▬▬▬▬ ▬▬▬ ▬▬ ▬▬▬▬ ▬ ▬▬▬ ▬▬▬▬ ▬▬ ▬▬▬ ▬▬ ▬▬▬▬ ▬▬▬ ▬▬ ▬▬▬ ▬▬▬▬ ▬▬ ▬▬▬ ▬▬▬▬ ▬▬ ▬▬▬ ▬▬ ▬▬▬▬ ▬▬▬ ▬▬ ▬▬▬▬ ▬ ▬▬▬ ▬▬▬▬ ▬▬ ▬▬▬ ▬▬ ▬▬▬▬ ▬▬▬ ▬▬ ▬▬▬ ▬▬▬▬ ▬▬ ▬▬▬ ▬▬▬▬ ▬▬ ▬▬▬ ▬▬ ▬▬▬▬ ▬▬▬ ▬▬ ▬▬▬▬ ▬ ▬▬▬ ▬▬▬▬ ▬▬ ▬▬▬ ▬▬ ▬▬▬▬ ▬▬▬ ▬▬ ▬▬▬ ▬▬▬▬ ▬▬ ▬▬▬ ▬▬▬▬ ▬▬ ▬▬▬ ▬▬ ▬▬▬▬ ▬▬▬ ▬▬ ▬▬▬▬ ▬ ▬▬▬ ▬▬▬▬ ▬▬ ▬▬▬ ▬▬ ▬▬▬▬ ▬▬▬ ▬▬ ▬▬▬ ▬▬▬▬ ▬▬ ▬▬▬ ▬▬▬▬ ▬▬ ▬▬▬ ▬▬ ▬▬▬▬ ▬▬▬ ▬▬ ▬▬▬▬ ▬ ▬▬▬ ▬▬▬▬ ▬▬ ▬▬▬ ▬▬ ▬▬▬▬ ▬▬▬ ▬▬ ▬▬▬ ▬▬▬▬ ▬▬ ▬▬▬ ▬▬▬▬ ▬▬ ▬▬▬ ▬▬ ▬▬▬▬ ▬▬▬ ▬▬ ▬▬▬▬ ▬ ▬▬▬ ▬▬▬▬ ▬▬ ▬▬▬ ▬▬ ▬▬▬▬ ▬▬▬ ▬▬ ▬▬▬ ▬▬▬▬ ▬▬ ▬▬▬ ▬▬▬▬ ▬▬ ▬▬▬ ▬▬ ▬▬▬▬ ▬▬▬ ▬▬ ▬▬▬▬ <box>258 449 480 702</box>
article-continuation: ▬▬▬ ▬▬ ▬▬▬▬ ▬▬ ▬▬▬ ▬▬▬▬ ▬▬ ▬▬▬ ▬▬ ▬▬▬▬ ▬▬▬ ▬▬ ▬▬▬▬ ▬ ▬▬▬ ▬▬▬▬ ▬▬ ▬▬▬ ▬▬ ▬▬▬▬ ▬▬▬ ▬▬ ▬▬▬ ▬▬▬▬ ▬▬ ▬▬▬ ▬▬▬▬ ▬▬ ▬▬▬ ▬▬ ▬▬▬▬ ▬▬▬ ▬▬ ▬▬▬▬ ▬ ▬▬▬ ▬▬▬▬ ▬▬ ▬▬▬ ▬▬ ▬▬▬▬ ▬▬▬ ▬▬ ▬▬▬ ▬▬▬▬ ▬▬ ▬▬▬ ▬▬▬▬ ▬▬ ▬▬▬ ▬▬ ▬▬▬▬ ▬▬▬ ▬▬ ▬▬▬▬ ▬ ▬▬▬ ▬▬▬▬ ▬▬ ▬▬▬ ▬▬ ▬▬▬▬ ▬▬▬ ▬▬ ▬▬▬ ▬▬▬▬ ▬▬ ▬▬▬ ▬▬▬▬ ▬▬ ▬▬▬ ▬▬ ▬▬▬▬ ▬▬▬ ▬▬ ▬▬▬▬ ▬ ▬▬▬ ▬▬▬▬ ▬▬ ▬▬▬ ▬▬ ▬▬▬▬ ▬▬▬ ▬▬ ▬▬▬ ▬▬▬▬ ▬▬ ▬▬▬ ▬▬▬▬ ▬▬ ▬▬▬ ▬▬ ▬▬▬▬ ▬▬▬ ▬▬ ▬▬▬▬ ▬ ▬▬▬ ▬▬▬▬ ▬▬ ▬▬▬ ▬▬ ▬▬▬▬ ▬▬▬ ▬▬ ▬▬▬ ▬▬▬▬ ▬▬ ▬▬▬ ▬▬▬▬ ▬▬ ▬▬▬ ▬▬ ▬▬▬▬ ▬▬▬ ▬▬ ▬▬▬▬ ▬ ▬▬▬ ▬▬▬▬ ▬▬ ▬▬▬ ▬▬ ▬▬▬▬ ▬▬▬ ▬▬ ▬▬▬ ▬▬▬▬ ▬▬ ▬▬▬ ▬▬▬▬ ▬▬ ▬▬▬ ▬▬ ▬▬▬▬ ▬▬▬ ▬▬ ▬▬▬▬ ▬ ▬▬▬ ▬▬▬▬ ▬▬ ▬▬▬ ▬▬ ▬▬▬▬ ▬▬▬ ▬▬ ▬▬▬ ▬▬▬▬ ▬▬ ▬▬▬ ▬▬▬▬ ▬▬ ▬▬▬ ▬▬ ▬▬▬▬ ▬▬▬ ▬▬ ▬▬▬▬ ▬ ▬▬▬ ▬▬▬▬ ▬▬ ▬▬▬ ▬▬ ▬▬▬▬ ▬▬▬ ▬▬ ▬▬▬ ▬▬▬▬ ▬▬ ▬▬▬ ▬▬▬▬ ▬▬ ▬▬▬ ▬▬ ▬▬▬▬ ▬▬▬ ▬▬ ▬▬▬▬ <box>58 476 248 642</box>
table-body: ▬▬▬ ▬▬ ▬▬▬ ▬▬ ▬▬▬▬ ▬▬▬ ▬▬ ▬▬▬ ▬▬ ▬▬▬▬ ▬▬▬ ▬▬ ▬▬▬ ▬▬ ▬▬▬▬ ▬▬▬ ▬▬ ▬▬▬ ▬▬ ▬▬▬▬ ▬▬▬ ▬▬ ▬▬▬ ▬▬ ▬▬▬▬ ▬▬▬ ▬▬ ▬▬▬ ▬▬ ▬▬▬▬ ▬▬▬ ▬▬ ▬▬▬ ▬▬ ▬▬▬▬ ▬▬▬ ▬▬ ▬▬▬ ▬▬ ▬▬▬▬ ▬▬▬ ▬▬ ▬▬▬ ▬▬ ▬▬▬▬ ▬▬▬ ▬▬ ▬▬▬ ▬▬ ▬▬▬▬ ▬▬▬ ▬▬ ▬▬▬ ▬▬ ▬▬▬▬ ▬▬▬ ▬▬ ▬▬▬ ▬▬ ▬▬▬▬ ▬▬▬ ▬▬ ▬▬▬ ▬▬ ▬▬▬▬ ▬▬▬ ▬▬ ▬▬▬ ▬▬ ▬▬▬▬ ▬▬▬ ▬▬ ▬▬▬ ▬▬ ▬▬▬▬ ▬▬▬ ▬▬ ▬▬▬ ▬▬ ▬▬▬▬ ▬▬▬ ▬▬ ▬▬▬ ▬▬ ▬▬▬▬ ▬▬▬ ▬▬ ▬▬▬ ▬▬ ▬▬▬▬ <box>717 314 947 378</box>
drahtmeldungen-heading: Drahtmeldungen des Handelsteils. <box>258 708 480 743</box>
separator <box>258 160 480 161</box>
table-body: ▬▬▬ ▬▬ ▬▬▬ ▬▬ ▬▬▬▬ ▬▬▬ ▬▬ ▬▬▬ ▬▬ ▬▬▬▬ ▬▬▬ ▬▬ ▬▬▬ ▬▬ ▬▬▬▬ ▬▬▬ ▬▬ ▬▬▬ ▬▬ ▬▬▬▬ ▬▬▬ ▬▬ ▬▬▬ ▬▬ ▬▬▬▬ ▬▬▬ ▬▬ ▬▬▬ ▬▬ ▬▬▬▬ ▬▬▬ ▬▬ ▬▬▬ ▬▬ ▬▬▬▬ ▬▬▬ ▬▬ ▬▬▬ ▬▬ ▬▬▬▬ ▬▬▬ ▬▬ ▬▬▬ ▬▬ ▬▬▬▬ ▬▬▬ ▬▬ ▬▬▬ ▬▬ ▬▬▬▬ ▬▬▬ ▬▬ ▬▬▬ ▬▬ ▬▬▬▬ ▬▬▬ ▬▬ ▬▬▬ ▬▬ ▬▬▬▬ ▬▬▬ ▬▬ ▬▬▬ ▬▬ ▬▬▬▬ ▬▬▬ ▬▬ ▬▬▬ ▬▬ ▬▬▬▬ ▬▬▬ ▬▬ ▬▬▬ ▬▬ ▬▬▬▬ ▬▬▬ ▬▬ ▬▬▬ ▬▬ ▬▬▬▬ ▬▬▬ ▬▬ ▬▬▬ ▬▬ ▬▬▬▬ <box>717 502 947 565</box>
wire-title: R New York, 13. Januar. <box>490 432 572 440</box>
wire-body: Rock Island-Bonds wurden freundlich veranlagt … <box>498 422 657 430</box>
page-edge <box>966 0 1000 1462</box>
column-rule <box>484 108 485 1453</box>
table-body: ▬▬▬ ▬▬ ▬▬▬ ▬▬ ▬▬▬▬ ▬▬▬ ▬▬ ▬▬▬ ▬▬ ▬▬▬▬ ▬▬▬ ▬▬ ▬▬▬ ▬▬ ▬▬▬▬ ▬▬▬ ▬▬ ▬▬▬ ▬▬ ▬▬▬▬ ▬▬▬ ▬▬ ▬▬▬ ▬▬ ▬▬▬▬ ▬▬▬ ▬▬ ▬▬▬ ▬▬ ▬▬▬▬ ▬▬▬ ▬▬ ▬▬▬ ▬▬ ▬▬▬▬ ▬▬▬ ▬▬ ▬▬▬ ▬▬ ▬▬▬▬ ▬▬▬ ▬▬ ▬▬▬ ▬▬ ▬▬▬▬ ▬▬▬ ▬▬ ▬▬▬ ▬▬ ▬▬▬▬ ▬▬▬ ▬▬ ▬▬▬ ▬▬ ▬▬▬▬ ▬▬▬ ▬▬ ▬▬▬ ▬▬ ▬▬▬▬ ▬▬▬ ▬▬ ▬▬▬ ▬▬ ▬▬▬▬ ▬▬▬ ▬▬ ▬▬▬ ▬▬ ▬▬▬▬ ▬▬▬ ▬▬ ▬▬▬ ▬▬ ▬▬▬▬ ▬▬▬ ▬▬ ▬▬▬ ▬▬ ▬▬▬▬ ▬▬▬ ▬▬ ▬▬▬ ▬▬ ▬▬▬▬ ▬▬▬ ▬▬ ▬▬▬ ▬▬ ▬▬▬▬ ▬▬▬ ▬▬ ▬▬▬ ▬▬ ▬▬▬▬ ▬▬▬ ▬▬ ▬▬▬ ▬▬ ▬▬▬▬ ▬▬▬ ▬▬ ▬▬▬ ▬▬ ▬▬▬▬ ▬▬▬ ▬▬ ▬▬▬ ▬▬ ▬▬▬▬ ▬▬▬ ▬▬ ▬▬▬ ▬▬ ▬▬▬▬ ▬▬▬ ▬▬ ▬▬▬ ▬▬ ▬▬▬▬ ▬▬▬ ▬▬ ▬▬▬ ▬▬ ▬▬▬▬ ▬▬▬ ▬▬ ▬▬▬ ▬▬ ▬▬▬▬ ▬▬▬ ▬▬ ▬▬▬ ▬▬ ▬▬▬▬ ▬▬▬ ▬▬ ▬▬▬ ▬▬ ▬▬▬▬ ▬▬▬ ▬▬ ▬▬▬ ▬▬ ▬▬▬▬ <box>490 738 708 856</box>
wire-body: Aus Canada wurden heute Doll. 400 000 Gold eingeliefert. <box>498 442 682 450</box>
table-body: ▬▬▬ ▬▬ ▬▬▬ ▬▬ ▬▬▬▬ ▬▬▬ ▬▬ ▬▬▬ ▬▬ ▬▬▬▬ ▬▬▬ ▬▬ ▬▬▬ ▬▬ ▬▬▬▬ ▬▬▬ ▬▬ ▬▬▬ ▬▬ ▬▬▬▬ ▬▬▬ ▬▬ ▬▬▬ ▬▬ ▬▬▬▬ ▬▬▬ ▬▬ ▬▬▬ ▬▬ ▬▬▬▬ ▬▬▬ ▬▬ ▬▬▬ ▬▬ ▬▬▬▬ ▬▬▬ ▬▬ ▬▬▬ ▬▬ ▬▬▬▬ ▬▬▬ ▬▬ ▬▬▬ ▬▬ ▬▬▬▬ ▬▬▬ ▬▬ ▬▬▬ ▬▬ ▬▬▬▬ ▬▬▬ ▬▬ ▬▬▬ ▬▬ ▬▬▬▬ <box>490 332 708 365</box>
article-continuation: ▬▬▬ ▬▬ ▬▬▬▬ ▬▬ ▬▬▬ ▬▬▬▬ ▬▬ ▬▬▬ ▬▬ ▬▬▬▬ ▬▬▬ ▬▬ ▬▬▬▬ ▬ ▬▬▬ ▬▬▬▬ ▬▬ ▬▬▬ ▬▬ ▬▬▬▬ ▬▬▬ ▬▬ ▬▬▬ ▬▬▬▬ ▬▬ ▬▬▬ ▬▬▬▬ ▬▬ ▬▬▬ ▬▬ ▬▬▬▬ ▬▬▬ ▬▬ ▬▬▬▬ ▬ ▬▬▬ ▬▬▬▬ ▬▬ ▬▬▬ ▬▬ ▬▬▬▬ ▬▬▬ ▬▬ ▬▬▬ ▬▬▬▬ ▬▬ ▬▬▬ ▬▬▬▬ ▬▬ ▬▬▬ ▬▬ ▬▬▬▬ ▬▬▬ ▬▬ ▬▬▬▬ ▬ ▬▬▬ ▬▬▬▬ ▬▬ ▬▬▬ ▬▬ ▬▬▬▬ ▬▬▬ ▬▬ ▬▬▬ ▬▬▬▬ ▬▬ ▬▬▬ ▬▬▬▬ ▬▬ ▬▬▬ ▬▬ ▬▬▬▬ ▬▬▬ ▬▬ ▬▬▬▬ ▬ ▬▬▬ ▬▬▬▬ ▬▬ ▬▬▬ ▬▬ ▬▬▬▬ ▬▬▬ ▬▬ ▬▬▬ ▬▬▬▬ ▬▬ ▬▬▬ ▬▬▬▬ ▬▬ ▬▬▬ ▬▬ ▬▬▬▬ ▬▬▬ ▬▬ ▬▬▬▬ ▬ ▬▬▬ ▬▬▬▬ ▬▬ ▬▬▬ ▬▬ ▬▬▬▬ ▬▬▬ ▬▬ ▬▬▬ ▬▬▬▬ ▬▬ ▬▬▬ ▬▬▬▬ ▬▬ ▬▬▬ ▬▬ ▬▬▬▬ ▬▬▬ ▬▬ ▬▬▬▬ ▬ ▬▬▬ ▬▬▬▬ ▬▬ ▬▬▬ ▬▬ ▬▬▬▬ ▬▬▬ ▬▬ ▬▬▬ ▬▬▬▬ ▬▬ ▬▬▬ ▬▬▬▬ ▬▬ ▬▬▬ ▬▬ ▬▬▬▬ ▬▬▬ ▬▬ ▬▬▬▬ ▬ ▬▬▬ ▬▬▬▬ ▬▬ ▬▬▬ ▬▬ ▬▬▬▬ ▬▬▬ ▬▬ ▬▬▬ ▬▬▬▬ ▬▬ ▬▬▬ ▬▬▬▬ ▬▬ ▬▬▬ ▬▬ ▬▬▬▬ ▬▬▬ ▬▬ ▬▬▬▬ ▬ ▬▬▬ ▬▬▬▬ ▬▬ ▬▬▬ ▬▬ ▬▬▬▬ ▬▬▬ ▬▬ ▬▬▬ ▬▬▬▬ ▬▬ ▬▬▬ ▬▬▬▬ ▬▬ ▬▬▬ ▬▬ ▬▬▬▬ ▬▬▬ ▬▬ ▬▬▬▬ ▬ ▬▬▬ ▬▬▬▬ ▬▬ ▬▬▬ ▬▬ ▬▬▬▬ ▬▬▬ ▬▬ ▬▬▬ ▬▬▬▬ ▬▬ ▬▬▬ ▬▬▬▬ ▬▬ ▬▬▬ ▬▬ ▬▬▬▬ ▬▬▬ ▬▬ ▬▬▬▬ ▬ ▬▬▬ ▬▬▬▬ ▬▬ ▬▬▬ ▬▬ ▬▬▬▬ ▬▬▬ ▬▬ ▬▬▬ ▬▬▬▬ ▬▬ ▬▬▬ ▬▬▬▬ ▬▬ ▬▬▬ ▬▬ ▬▬▬▬ ▬▬▬ ▬▬ ▬▬▬▬ <box>58 669 248 867</box>
article-continuation: ▬▬▬ ▬▬ ▬▬▬▬ ▬▬ ▬▬▬ ▬▬▬▬ ▬▬ ▬▬▬ ▬▬ ▬▬▬▬ ▬▬▬ ▬▬ ▬▬▬▬ ▬ ▬▬▬ ▬▬▬▬ ▬▬ ▬▬▬ ▬▬ ▬▬▬▬ ▬▬▬ ▬▬ ▬▬▬ ▬▬▬▬ ▬▬ ▬▬▬ ▬▬▬▬ ▬▬ ▬▬▬ ▬▬ ▬▬▬▬ ▬▬▬ ▬▬ ▬▬▬▬ ▬ ▬▬▬ ▬▬▬▬ ▬▬ ▬▬▬ ▬▬ ▬▬▬▬ ▬▬▬ ▬▬ ▬▬▬ ▬▬▬▬ ▬▬ ▬▬▬ ▬▬▬▬ ▬▬ ▬▬▬ ▬▬ ▬▬▬▬ ▬▬▬ ▬▬ ▬▬▬▬ ▬ ▬▬▬ ▬▬▬▬ ▬▬ ▬▬▬ ▬▬ ▬▬▬▬ ▬▬▬ ▬▬ ▬▬▬ ▬▬▬▬ ▬▬ ▬▬▬ ▬▬▬▬ ▬▬ ▬▬▬ ▬▬ ▬▬▬▬ ▬▬▬ ▬▬ ▬▬▬▬ ▬ ▬▬▬ ▬▬▬▬ ▬▬ ▬▬▬ ▬▬ ▬▬▬▬ ▬▬▬ ▬▬ ▬▬▬ ▬▬▬▬ ▬▬ ▬▬▬ ▬▬▬▬ ▬▬ ▬▬▬ ▬▬ ▬▬▬▬ ▬▬▬ ▬▬ ▬▬▬▬ <box>58 978 248 1065</box>
market-title: Hamburg, 13. Januar, 2.15 N. Schluß. Kaffee und Zucker. <box>717 387 916 395</box>
column-2 <box>258 110 480 1450</box>
wire-title: W Wien, 13. Jan. <box>490 189 548 197</box>
market-title: London, 13. Jan., 2.7 N. Zucker. <box>717 492 827 500</box>
wire-title: • Berlin, 13. Jan. <box>258 748 317 756</box>
edge-page-number: 344 <box>0 1362 8 1376</box>
market-title: Chicago, 13. Jan., 5 Uhr N. Produktenmärkte. Schluß. <box>717 204 904 212</box>
wire-title: • Hamburg, 13. Jan. <box>490 284 560 292</box>
wire-body: Heute wurden 9,7 Prozent in Aktien … <box>498 294 620 302</box>
table-body: ▬▬▬ ▬▬ ▬▬▬ ▬▬ ▬▬▬▬ ▬▬▬ ▬▬ ▬▬▬ ▬▬ ▬▬▬▬ ▬▬▬ ▬▬ ▬▬▬ ▬▬ ▬▬▬▬ ▬▬▬ ▬▬ ▬▬▬ ▬▬ ▬▬▬▬ ▬▬▬ ▬▬ ▬▬▬ ▬▬ ▬▬▬▬ ▬▬▬ ▬▬ ▬▬▬ ▬▬ ▬▬▬▬ ▬▬▬ ▬▬ ▬▬▬ ▬▬ ▬▬▬▬ ▬▬▬ ▬▬ ▬▬▬ ▬▬ ▬▬▬▬ ▬▬▬ ▬▬ ▬▬▬ ▬▬ ▬▬▬▬ ▬▬▬ ▬▬ ▬▬▬ ▬▬ ▬▬▬▬ ▬▬▬ ▬▬ ▬▬▬ ▬▬ ▬▬▬▬ ▬▬▬ ▬▬ ▬▬▬ ▬▬ ▬▬▬▬ ▬▬▬ ▬▬ ▬▬▬ ▬▬ ▬▬▬▬ ▬▬▬ ▬▬ ▬▬▬ ▬▬ ▬▬▬▬ ▬▬▬ ▬▬ ▬▬▬ ▬▬ ▬▬▬▬ ▬▬▬ ▬▬ ▬▬▬ ▬▬ ▬▬▬▬ ▬▬▬ ▬▬ ▬▬▬ ▬▬ ▬▬▬▬ ▬▬▬ ▬▬ ▬▬▬ ▬▬ ▬▬▬▬ ▬▬▬ ▬▬ ▬▬▬ ▬▬ ▬▬▬▬ ▬▬▬ ▬▬ ▬▬▬ ▬▬ ▬▬▬▬ ▬▬▬ ▬▬ ▬▬▬ ▬▬ ▬▬▬▬ ▬▬▬ ▬▬ ▬▬▬ ▬▬ ▬▬▬▬ ▬▬▬ ▬▬ ▬▬▬ ▬▬ ▬▬▬▬ ▬▬▬ ▬▬ ▬▬▬ ▬▬ ▬▬▬▬ ▬▬▬ ▬▬ ▬▬▬ ▬▬ ▬▬▬▬ ▬▬▬ ▬▬ ▬▬▬ ▬▬ ▬▬▬▬ ▬▬▬ ▬▬ ▬▬▬ ▬▬ ▬▬▬▬ ▬▬▬ ▬▬ ▬▬▬ ▬▬ ▬▬▬▬ ▬▬▬ ▬▬ ▬▬▬ ▬▬ ▬▬▬▬ ▬▬▬ ▬▬ ▬▬▬ ▬▬ ▬▬▬▬ ▬▬▬ ▬▬ ▬▬▬ ▬▬ ▬▬▬▬ ▬▬▬ ▬▬ ▬▬▬ ▬▬ ▬▬▬▬ ▬▬▬ ▬▬ ▬▬▬ ▬▬ ▬▬▬▬ ▬▬▬ ▬▬ ▬▬▬ ▬▬ ▬▬▬▬ ▬▬▬ ▬▬ ▬▬▬ ▬▬ ▬▬▬▬ ▬▬▬ ▬▬ ▬▬▬ ▬▬ ▬▬▬▬ ▬▬▬ ▬▬ ▬▬▬ ▬▬ ▬▬▬▬ ▬▬▬ ▬▬ ▬▬▬ ▬▬ ▬▬▬▬ ▬▬▬ ▬▬ ▬▬▬ ▬▬ ▬▬▬▬ ▬▬▬ ▬▬ ▬▬▬ ▬▬ ▬▬▬▬ ▬▬▬ ▬▬ ▬▬▬ ▬▬ ▬▬▬▬ ▬▬▬ ▬▬ ▬▬▬ ▬▬ ▬▬▬▬ ▬▬▬ ▬▬ ▬▬▬ ▬▬ ▬▬▬▬ ▬▬▬ ▬▬ ▬▬▬ ▬▬ ▬▬▬▬ ▬▬▬ ▬▬ ▬▬▬ ▬▬ ▬▬▬▬ ▬▬▬ ▬▬ ▬▬▬ ▬▬ ▬▬▬▬ ▬▬▬ ▬▬ ▬▬▬ ▬▬ ▬▬▬▬ ▬▬▬ ▬▬ ▬▬▬ ▬▬ ▬▬▬▬ ▬▬▬ ▬▬ ▬▬▬ ▬▬ ▬▬▬▬ ▬▬▬ ▬▬ ▬▬▬ ▬▬ ▬▬▬▬ ▬▬▬ ▬▬ ▬▬▬ ▬▬ ▬▬▬▬ <box>490 571 708 716</box>
article-title: * Die Rabatte der Spirituszentrale. <box>258 164 379 172</box>
wire-body: Das in der Nähe von Batum … Madrid, 13. Jan. (W.B.) Wechsel auf Paris 105.85. <box>490 246 708 262</box>
article-body: Aus juristischen Kreisen wird uns geschrieben … <box>66 659 221 667</box>
dampfer-subhead: (Nachdruck ohne Quellenangabe nicht gestattet.) <box>762 619 902 626</box>
article-body: An Stelle der von zahlreichen Interessenten geforderten Ermäßigung des Spirituspreises hat bekanntlich die Zentrale die Einführung neuer Rabatte gewählt … <box>258 174 480 198</box>
handelsblatt-masthead: Frankfurter Handelsblatt. <box>83 112 223 155</box>
article-title: * Vom internationalen Wollmarkt. <box>258 421 376 429</box>
wire-title: R New York, 13. Jan. <box>490 412 561 420</box>
article-body: Dem Bericht für 1912/13 entnehmen wir: … <box>66 968 205 976</box>
hoechst-niedrigst-table <box>490 564 708 718</box>
dampfer-heading: Telegraphische Dampfernachrichten. <box>717 580 947 615</box>
article-body: Aus Lille, 12. d. M., schreibt man uns: Die Tendenz wurde in den letzten Wochen zunächst durch erneutes Eingreifen des Verbrauchs … <box>258 431 480 447</box>
column-rule <box>253 108 254 1453</box>
wire-body: Ueber die Deckung des ungarischen Geldbedarfs wird aus Budapest gemeldet … <box>490 199 708 214</box>
getreide-heading: Getreide und Futtermittel. <box>776 765 888 775</box>
kartoffeln-heading: Kartoffeln und Kartoffelfabrikate. <box>760 896 904 906</box>
boerse-heading: Börse. <box>584 451 614 462</box>
article-body: Alljährlich des Jahreswechsels hat eine Reihe von Banken und Bankfirmen interessante Broschüren herausgegeben. <box>58 458 248 474</box>
wire-body: Durch Vermittlung des Bankhauses Rose & Co. ist die Kuxenmajorität der Gewerkschaft Ossenberg … <box>490 151 708 167</box>
market-title: Liverpool, 13. Jan. (Schlußkurse.) Getreidemarkt. <box>717 378 890 385</box>
wire-title: • London, 13. Jan. <box>490 264 553 272</box>
article-title: * Bankbroschüren. <box>58 448 124 456</box>
